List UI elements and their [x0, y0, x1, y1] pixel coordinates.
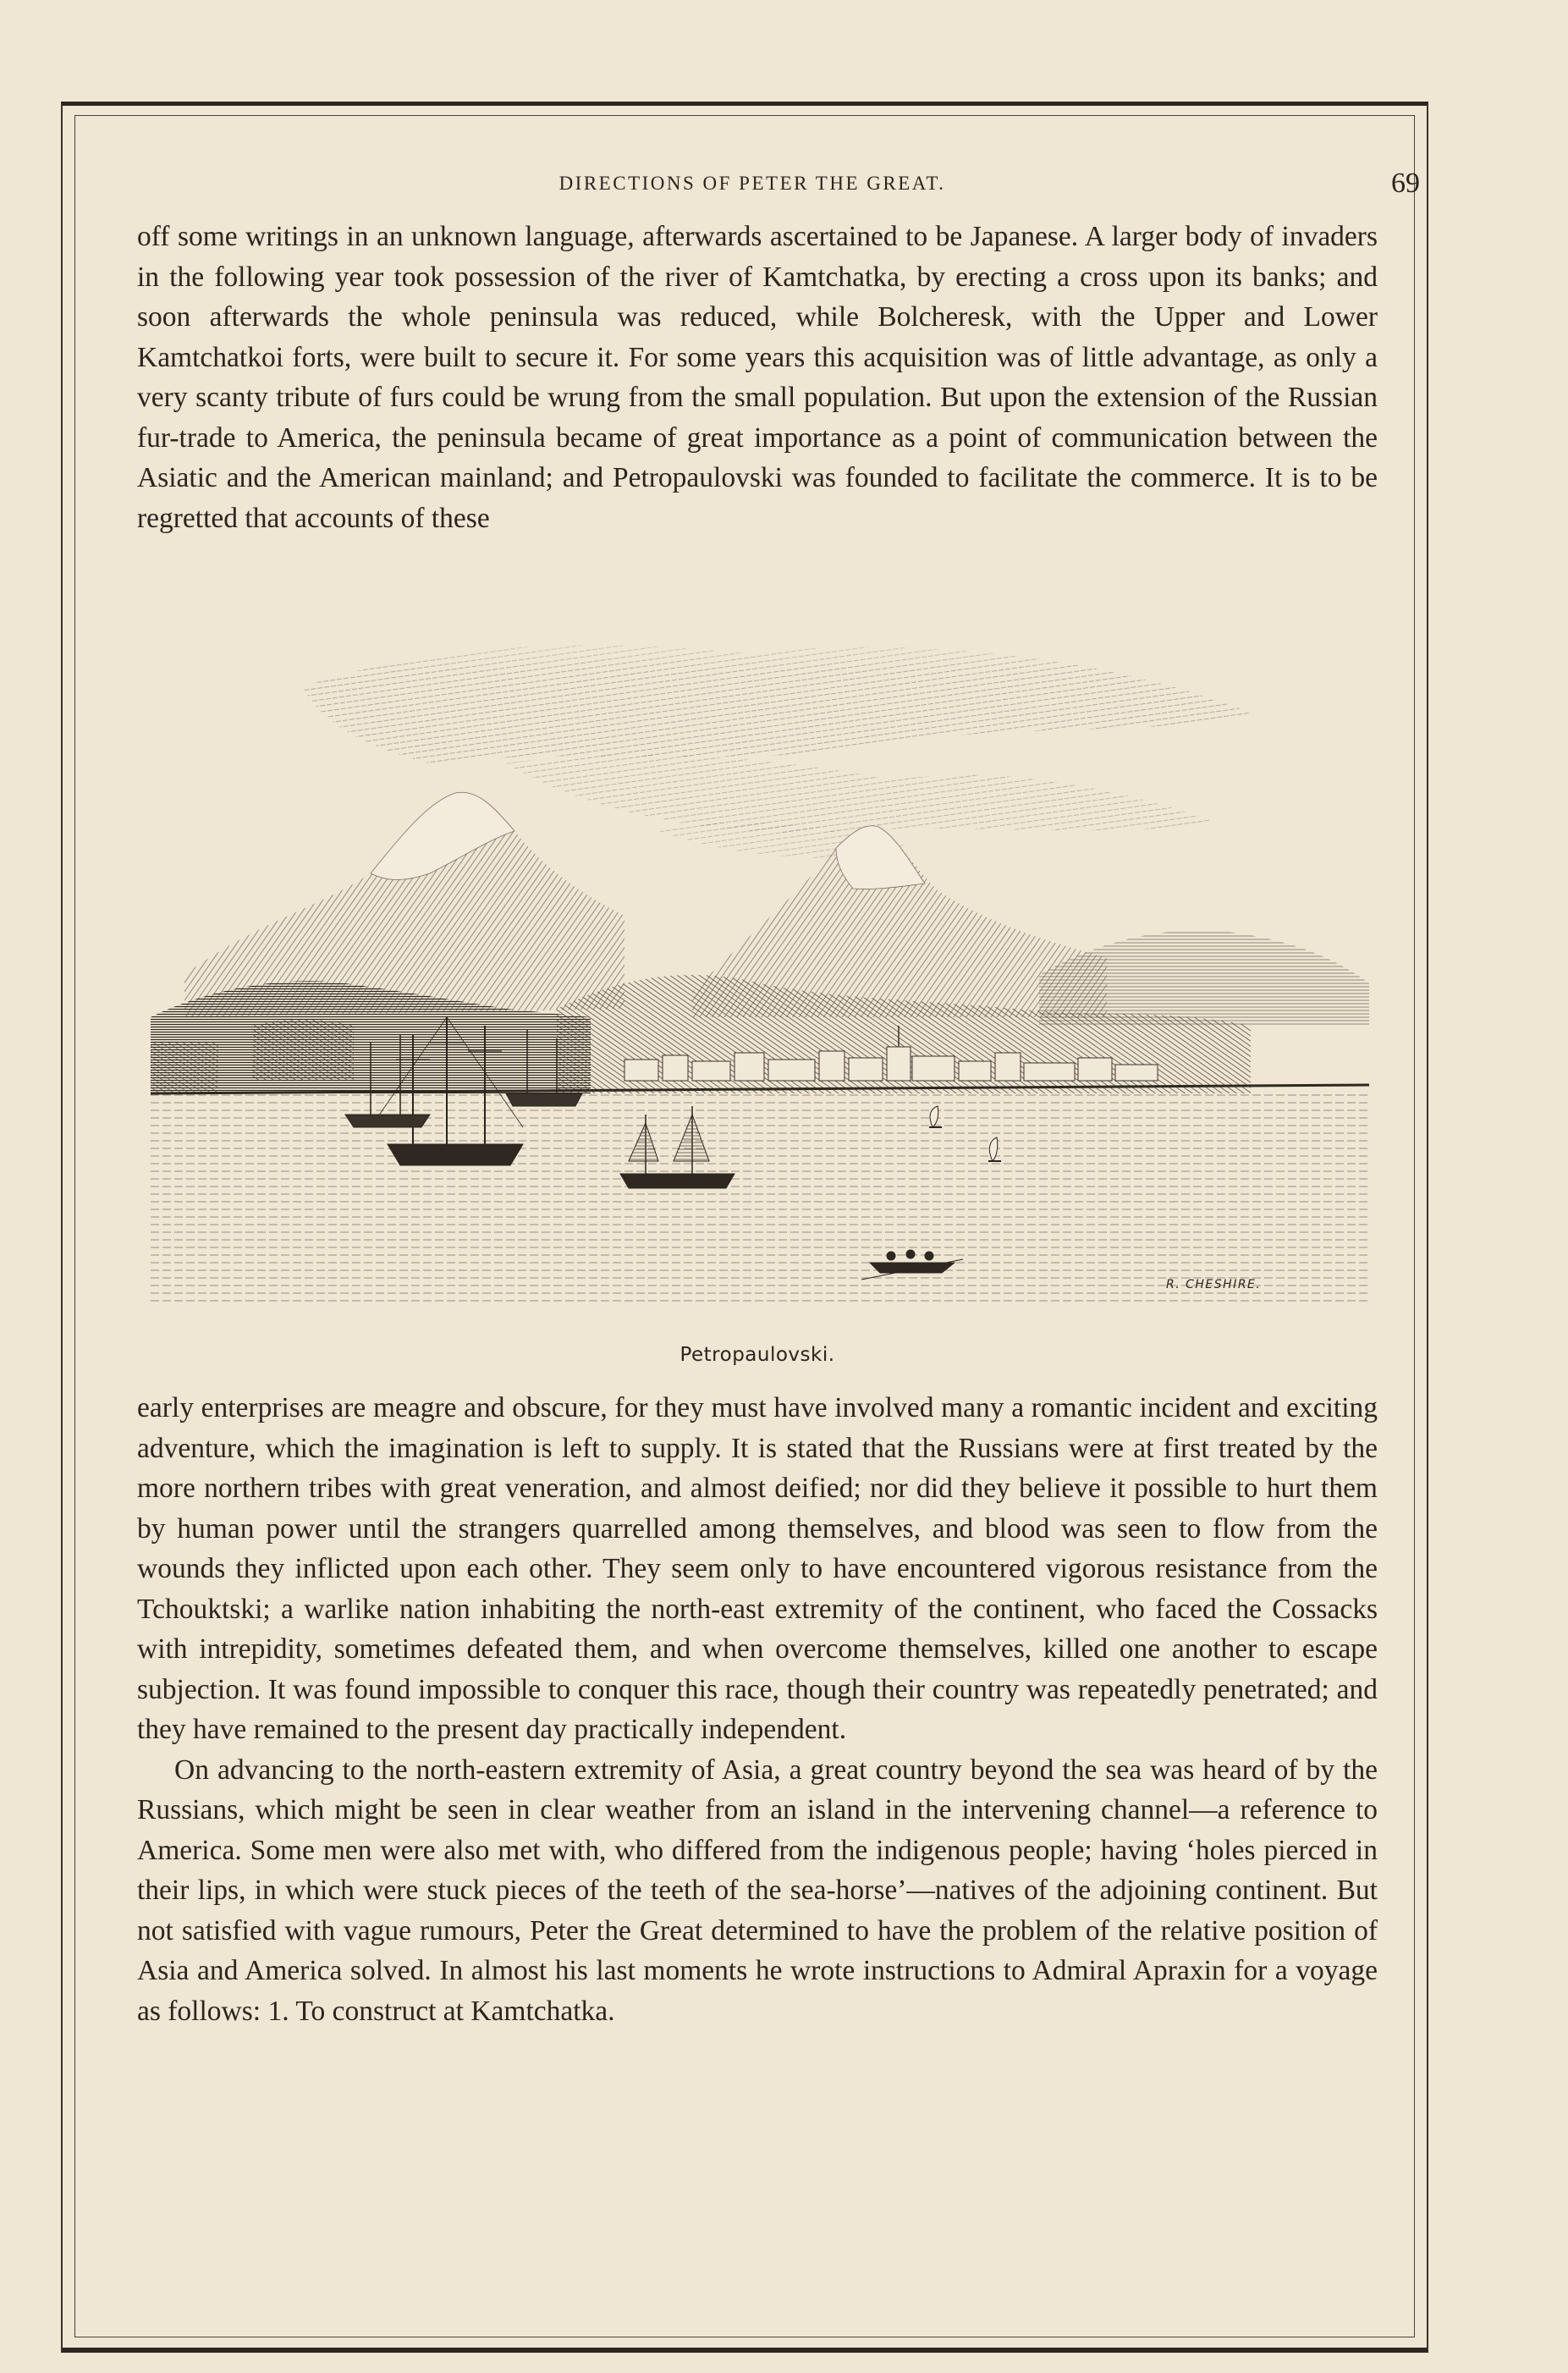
- running-head: DIRECTIONS OF PETER THE GREAT.: [558, 173, 946, 194]
- illustration-caption: Petropaulovski.: [679, 1344, 835, 1366]
- paragraph: On advancing to the north-eastern extremity of Asia, a great country beyond the sea was heard of by the Russians, which might be seen in clear weather from an island in the intervening channel—a reference to America. Some men were also met with, who differed from the indigenous people; having ‘holes pierced in their lips, in which were stuck pieces of the teeth of the sea-horse’—natives of the adjoining continent. But not satisfied with vague rumours, Peter the Great determined to have the problem of the relative position of Asia and America solved. In almost his last moments he wrote instructions to Admiral Apraxin for a voyage as follows: 1. To construct at Kamtchatka.: [137, 1754, 1378, 2027]
- page-number: 69: [1391, 168, 1420, 199]
- bay-water: [151, 1093, 1369, 1305]
- distant-hills: [1039, 930, 1369, 1026]
- engraver-signature: R. CHESHIRE.: [1166, 1278, 1262, 1291]
- body-text-top: [137, 217, 1378, 538]
- paragraph: off some writings in an unknown language, afterwards ascertained to be Japanese. A larger body of invaders in the following year took possession of the river of Kamtchatka, by erecting a cross upon its banks; and soon afterwards the whole peninsula was reduced, while Bolcheresk, with the Upper and Lower Kamtchatkoi forts, were built to secure it. For some years this acquisition was of little advantage, as only a very scanty tribute of furs could be wrung from the small population. But upon the extension of the Russian fur-trade to America, the peninsula became of great importance as a point of communication between the Asiatic and the American mainland; and Petropaulovski was founded to facilitate the commerce. It is to be regretted that accounts of these: [137, 221, 1378, 534]
- left-volcano: [184, 792, 624, 1017]
- paragraph: early enterprises are meagre and obscure, for they must have involved many a romantic incident and exciting adventure, which the imagination is left to supply. It is stated that the Russians were at first treated by the more northern tribes with great veneration, and almost deified; nor did they believe it possible to hurt them by human power until the strangers quarrelled among themselves, and blood was seen to flow from the wounds they inflicted upon each other. They seem only to have encountered vigorous resistance from the Tchouktski; a warlike nation inhabiting the north-east extremity of the continent, who faced the Cossacks with intrepidity, sometimes defeated them, and when overcome themselves, killed one another to escape subjection. It was found impossible to conquer this race, though their country was repeatedly penetrated; and they have remained to the present day practically independent.: [137, 1392, 1378, 1745]
- body-text-bottom: [137, 1388, 1378, 2031]
- page-header: [135, 168, 1420, 203]
- engraving-petropaulovski: [151, 619, 1378, 1313]
